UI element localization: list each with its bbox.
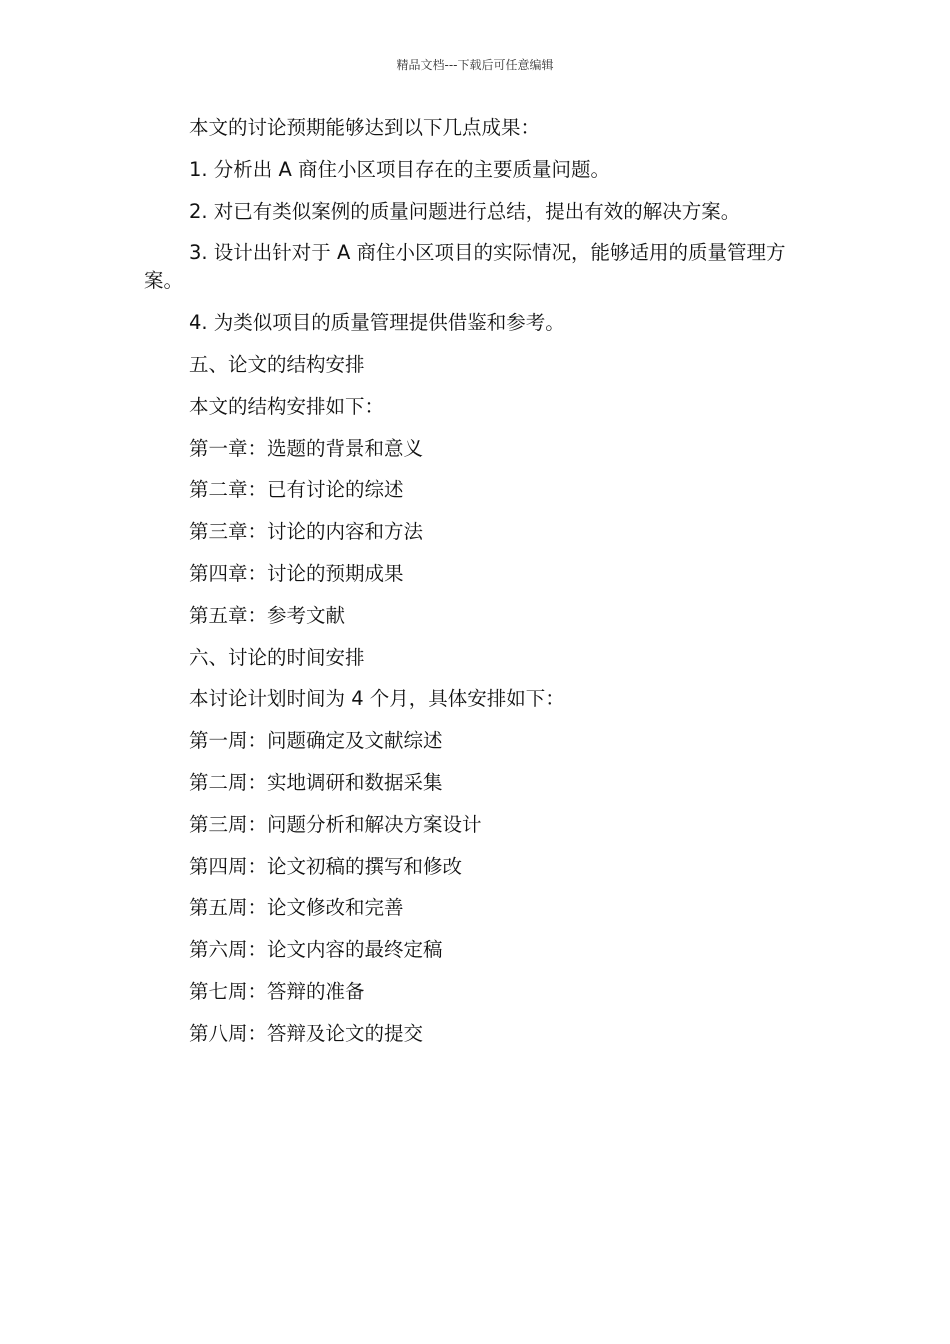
document-body (144, 114, 804, 1062)
chapter-1-item: 第一章：选题的背景和意义 (189, 436, 424, 460)
page-header: 精品文档---下载后可任意编辑 (396, 58, 554, 72)
week-8-item: 第八周：答辩及论文的提交 (189, 1021, 424, 1045)
chapter-2-item: 第二章：已有讨论的综述 (189, 478, 404, 502)
chapter-4-item: 第四章：讨论的预期成果 (189, 561, 404, 585)
paragraph-schedule-intro: 本讨论计划时间为 4 个月，具体安排如下： (189, 687, 565, 711)
week-2-item: 第二周：实地调研和数据采集 (189, 770, 443, 794)
paragraph-result-2: 2. 对已有类似案例的质量问题进行总结，提出有效的解决方案。 (189, 199, 741, 223)
paragraph-result-4: 4. 为类似项目的质量管理提供借鉴和参考。 (189, 311, 565, 335)
chapter-5-item: 第五章：参考文献 (189, 603, 346, 627)
paragraph-result-1: 1. 分析出 A 商住小区项目存在的主要质量问题。 (189, 157, 611, 181)
week-4-item: 第四周：论文初稿的撰写和修改 (189, 854, 463, 878)
week-1-item: 第一周：问题确定及文献综述 (189, 729, 443, 753)
paragraph-expected-results-intro: 本文的讨论预期能够达到以下几点成果： (189, 116, 541, 139)
paragraph-result-3: 3. 设计出针对于 A 商住小区项目的实际情况，能够适用的质量管理方案。 (144, 241, 786, 293)
week-6-item: 第六周：论文内容的最终定稿 (189, 938, 443, 962)
week-5-item: 第五周：论文修改和完善 (189, 896, 404, 920)
week-7-item: 第七周：答辩的准备 (189, 979, 365, 1003)
section-heading-structure: 五、论文的结构安排 (189, 352, 365, 376)
chapter-3-item: 第三章：讨论的内容和方法 (189, 520, 424, 544)
section-heading-schedule: 六、讨论的时间安排 (189, 645, 365, 669)
week-3-item: 第三周：问题分析和解决方案设计 (189, 812, 482, 836)
paragraph-structure-intro: 本文的结构安排如下： (189, 394, 385, 418)
